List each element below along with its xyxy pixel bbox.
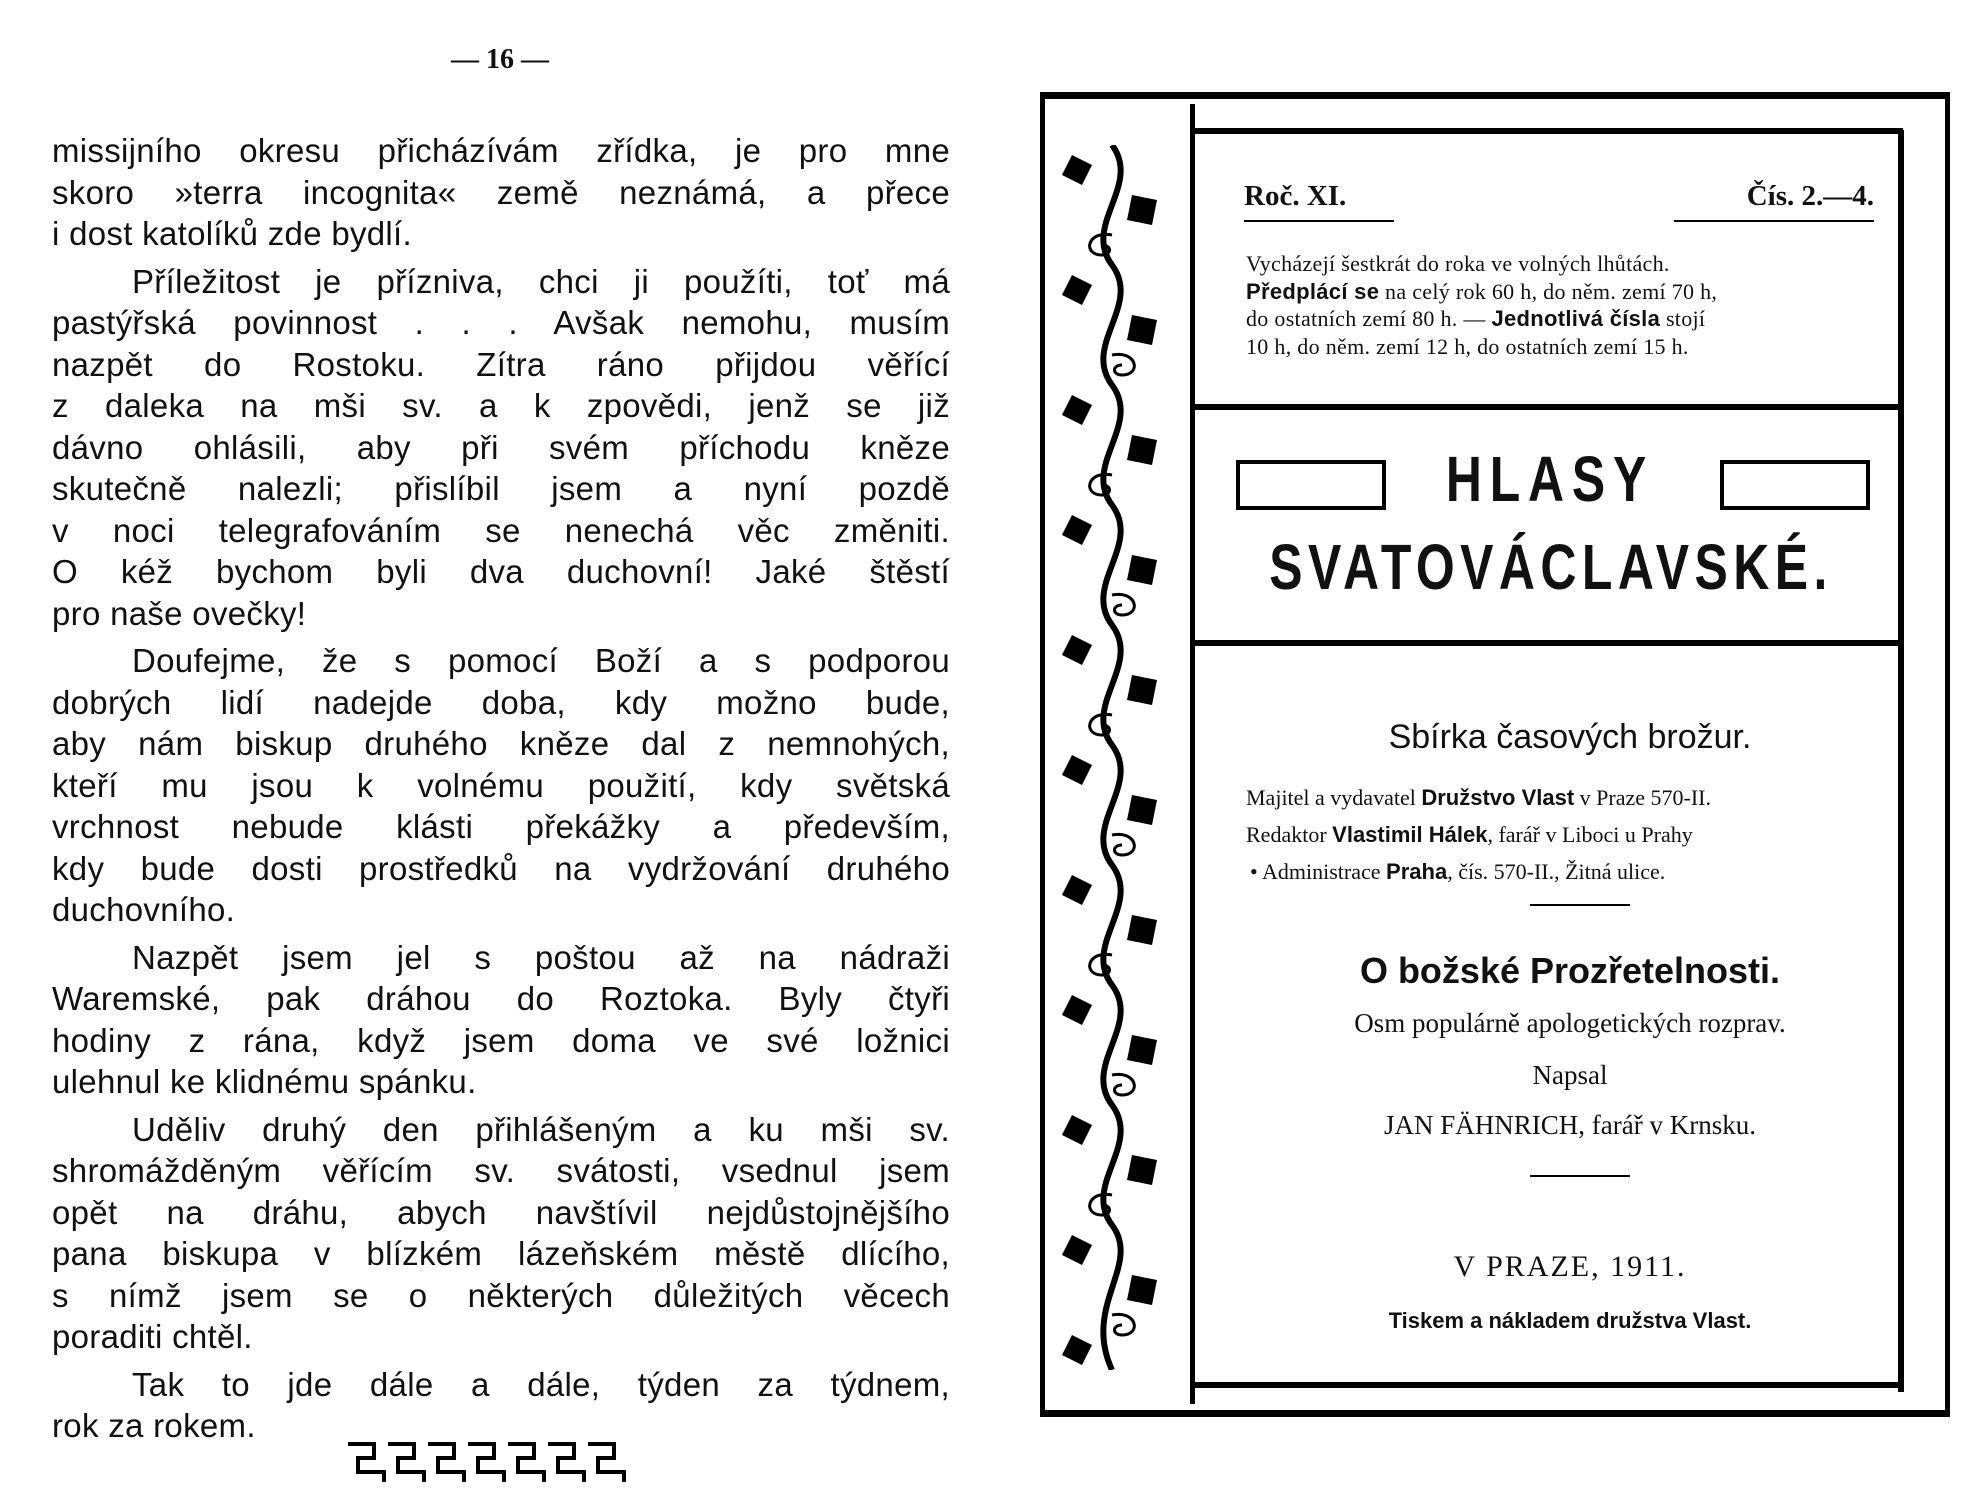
paragraph — [52, 130, 950, 255]
subscription-line: Předplácí se na celý rok 60 h, do něm. zemí 70 h, — [1246, 278, 1718, 304]
text-line: aby nám biskup druhého kněze dal z nemnohých, — [52, 725, 950, 762]
administration-line: • Administrace Praha, čís. 570-II., Žitná ulice. — [1250, 859, 1666, 884]
text-line: O kéž bychom byli dva duchovní! Jaké štěstí — [52, 553, 950, 590]
editor-line: Redaktor Vlastimil Hálek, farář v Liboci u Prahy — [1246, 822, 1693, 847]
text-line: Nazpět jsem jel s poštou až na nádraži — [132, 938, 950, 976]
paragraph — [52, 1364, 950, 1447]
panel-top-rule — [1195, 128, 1903, 134]
issue-row — [1244, 180, 1874, 220]
text-line: kteří mu jsou k volnému použití, kdy světská — [52, 766, 950, 804]
paragraph — [52, 261, 950, 635]
right-page — [1030, 0, 1976, 1500]
paragraph — [52, 640, 950, 931]
frame-left-inner — [1190, 104, 1195, 1404]
volume-number: Roč. XI. — [1244, 180, 1347, 212]
text-line: Příležitost je přízniva, chci ji použíti, toť má — [132, 262, 950, 300]
author: JAN FÄHNRICH, farář v Krnsku. — [1384, 1110, 1756, 1140]
imprint: V PRAZE, 1911. — [1453, 1250, 1687, 1283]
paragraph — [52, 1109, 950, 1358]
subscription-line: Vycházejí šestkrát do roka ve volných lhůtách. — [1246, 251, 1670, 276]
frame-left-outer — [1040, 92, 1045, 1417]
text-line: pana biskupa v blízkém lázeňském městě dlícího, — [52, 1235, 950, 1272]
vine-ornament-icon — [1052, 145, 1172, 1370]
text-line: Waremské, pak dráhou do Roztoka. Byly čtyři — [52, 980, 950, 1017]
page-number: — 16 — — [451, 44, 549, 75]
rule-below-title — [1195, 640, 1903, 646]
text-line: pro naše ovečky! — [52, 594, 307, 632]
volume-underline — [1244, 220, 1394, 222]
text-line: ulehnul ke klidnému spánku. — [52, 1063, 477, 1100]
text-line: duchovního. — [52, 891, 236, 928]
written-by-label: Napsal — [1532, 1060, 1608, 1090]
owner-line: Majitel a vydavatel Družstvo Vlast v Praze 570-II. — [1246, 785, 1711, 810]
text-line: dávno ohlásili, aby při svém příchodu kněze — [52, 428, 950, 466]
text-line: dobrých lidí nadejde doba, kdy možno bude, — [52, 683, 950, 721]
text-line: Tak to jde dále a dále, týden za týdnem, — [132, 1365, 950, 1403]
text-line: skoro »terra incognita« země neznámá, a přece — [52, 173, 950, 211]
text-line: Uděliv druhý den přihlášeným a ku mši sv. — [132, 1110, 950, 1148]
magazine-title-line-1: HLASY — [1445, 443, 1655, 515]
frame-right-outer — [1945, 92, 1950, 1417]
frame-bottom-outer — [1040, 1410, 1950, 1417]
magazine-title-line-2: SVATOVÁCLAVSKÉ. — [1269, 531, 1833, 603]
text-line: nazpět do Rostoku. Zítra ráno přijdou věřící — [52, 345, 950, 383]
text-line: shromážděným věřícím sv. svátosti, vsednul jsem — [52, 1152, 950, 1189]
panel-bottom-rule — [1195, 1382, 1903, 1388]
text-line: vrchnost nebude klásti překážky a především, — [52, 808, 950, 845]
book-subtitle: Osm populárně apologetických rozprav. — [1354, 1008, 1786, 1038]
divider-short-1 — [1530, 904, 1630, 906]
subscription-info — [1246, 250, 1846, 360]
frame-top-outer — [1040, 92, 1950, 99]
divider-short-2 — [1530, 1175, 1630, 1177]
body-text — [52, 130, 950, 1453]
text-line: hodiny z rána, když jsem doma ve své ložnici — [52, 1021, 950, 1059]
text-line: Doufejme, že s pomocí Boží a s podporou — [132, 642, 950, 679]
subscription-line: do ostatních zemí 80 h. — Jednotlivá čísla stojí — [1246, 306, 1706, 331]
text-line: z daleka na mši sv. a k zpovědi, jenž se již — [52, 387, 950, 424]
rule-above-title — [1195, 404, 1903, 410]
paragraph — [52, 937, 950, 1103]
text-line: pastýřská povinnost . . . Avšak nemohu, musím — [52, 304, 950, 341]
text-line: rok za rokem. — [52, 1407, 256, 1444]
printer: Tiskem a nákladem družstva Vlast. — [1388, 1308, 1752, 1333]
issue-underline — [1674, 220, 1874, 222]
book-title: O božské Prozřetelnosti. — [1359, 950, 1781, 991]
frame-right-inner — [1898, 130, 1904, 1392]
text-line: s nímž jsem se o některých důležitých věcech — [52, 1276, 950, 1314]
text-line: v noci telegrafováním se nenechá věc změniti. — [52, 511, 950, 549]
issue-number: Čís. 2.—4. — [1746, 180, 1874, 212]
text-line: poraditi chtěl. — [52, 1318, 253, 1355]
text-line: skutečně nalezli; přislíbil jsem a nyní pozdě — [52, 470, 950, 507]
text-line: kdy bude dosti prostředků na vydržování druhého — [52, 849, 950, 887]
series-name: Sbírka časových brožur. — [1388, 718, 1752, 756]
text-line: missijního okresu přicházívám zřídka, je pro mne — [52, 132, 950, 169]
text-line: i dost katolíků zde bydlí. — [52, 215, 412, 252]
end-ornament-icon — [344, 1436, 644, 1486]
text-line: opět na dráhu, abych navštívil nejdůstojnějšího — [52, 1193, 950, 1231]
subscription-line: 10 h, do něm. zemí 12 h, do ostatních zemí 15 h. — [1246, 333, 1689, 359]
